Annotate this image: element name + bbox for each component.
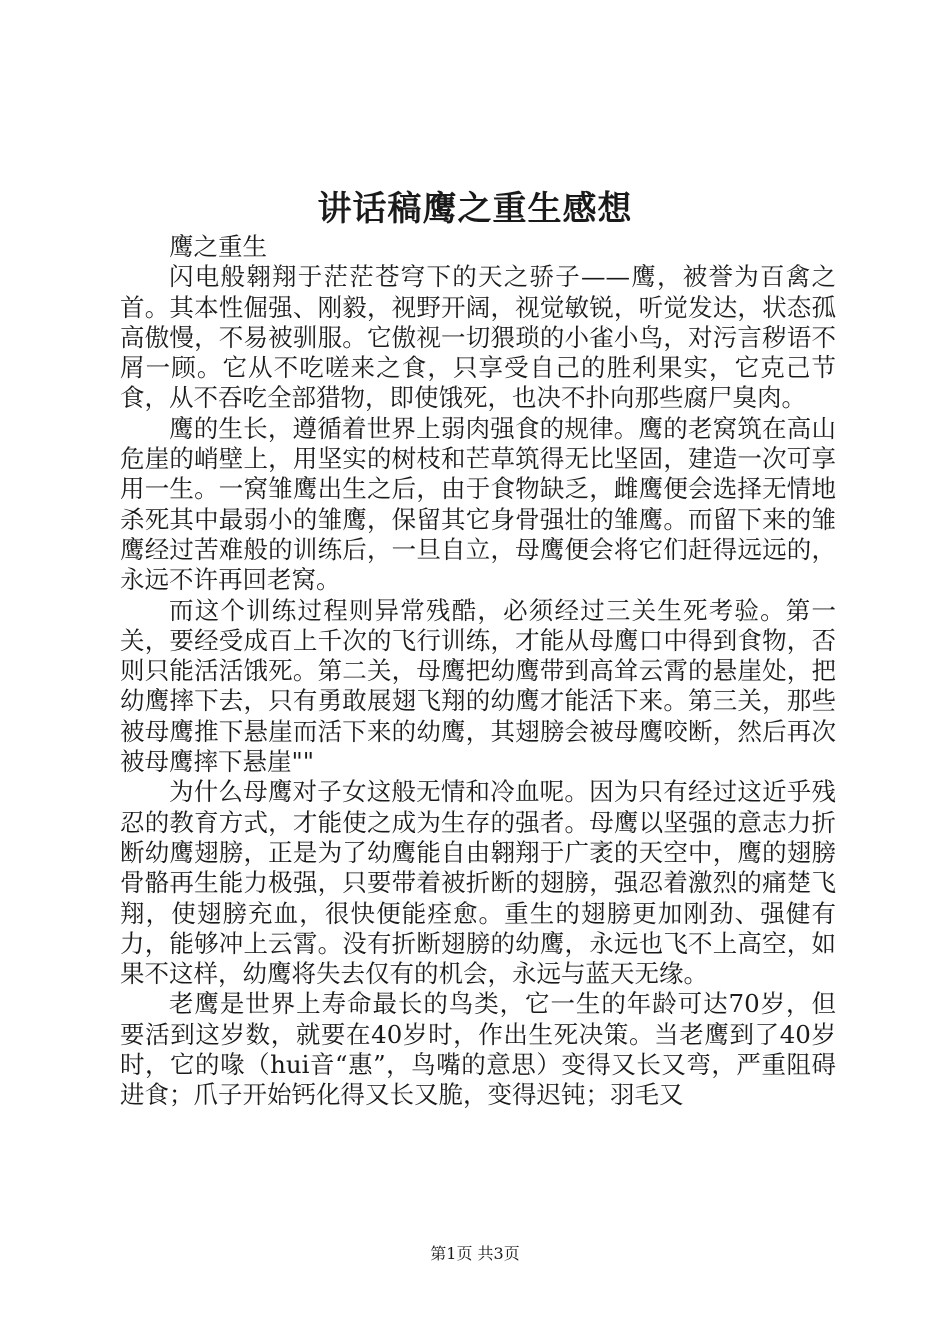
paragraph: 老鹰是世界上寿命最长的鸟类，它一生的年龄可达70岁，但要活到这岁数，就要在40岁时，作出生死决策。当老鹰到了40岁时，它的喙（hui音“惠”，鸟嘴的意思）变得又长又弯，严重阻碍进食；爪子开始钙化得又长又脆，变得迟钝；羽毛又 — [120, 989, 836, 1110]
paragraph-subtitle: 鹰之重生 — [169, 232, 267, 261]
paragraph: 闪电般翱翔于茫茫苍穹下的天之骄子——鹰，被誉为百禽之首。其本性倔强、刚毅，视野开阔，视觉敏锐，听觉发达，状态孤高傲慢，不易被驯服。它傲视一切猥琐的小雀小鸟，对污言秽语不屑一顾。它从不吃嗟来之食，只享受自己的胜利果实，它克己节食，从不吞吃全部猎物，即使饿死，也决不扑向那些腐尸臭肉。 — [120, 262, 836, 413]
page-number-footer: 第1页 共3页 — [430, 1244, 520, 1263]
document-body — [120, 232, 836, 1111]
paragraph: 而这个训练过程则异常残酷，必须经过三关生死考验。第一关，要经受成百上千次的飞行训练，才能从母鹰口中得到食物，否则只能活活饿死。第二关，母鹰把幼鹰带到高耸云霄的悬崖处，把幼鹰摔下去，只有勇敢展翅飞翔的幼鹰才能活下来。第三关，那些被母鹰推下悬崖而活下来的幼鹰，其翅膀会被母鹰咬断，然后再次被母鹰摔下悬崖"" — [120, 595, 836, 777]
paragraph: 为什么母鹰对子女这般无情和冷血呢。因为只有经过这近乎残忍的教育方式，才能使之成为生存的强者。母鹰以坚强的意志力折断幼鹰翅膀，正是为了幼鹰能自由翱翔于广袤的天空中，鹰的翅膀骨骼再生能力极强，只要带着被折断的翅膀，强忍着激烈的痛楚飞翔，使翅膀充血，很快便能痊愈。重生的翅膀更加刚劲、强健有力，能够冲上云霄。没有折断翅膀的幼鹰，永远也飞不上高空，如果不这样，幼鹰将失去仅有的机会，永远与蓝天无缘。 — [120, 777, 836, 989]
document-title: 讲话稿鹰之重生感想 — [317, 189, 633, 229]
paragraph: 鹰的生长，遵循着世界上弱肉强食的规律。鹰的老窝筑在高山危崖的峭壁上，用坚实的树枝和芒草筑得无比坚固，建造一次可享用一生。一窝雏鹰出生之后，由于食物缺乏，雌鹰便会选择无情地杀死其中最弱小的雏鹰，保留其它身骨强壮的雏鹰。而留下来的雏鹰经过苦难般的训练后，一旦自立，母鹰便会将它们赶得远远的，永远不许再回老窝。 — [120, 413, 836, 595]
